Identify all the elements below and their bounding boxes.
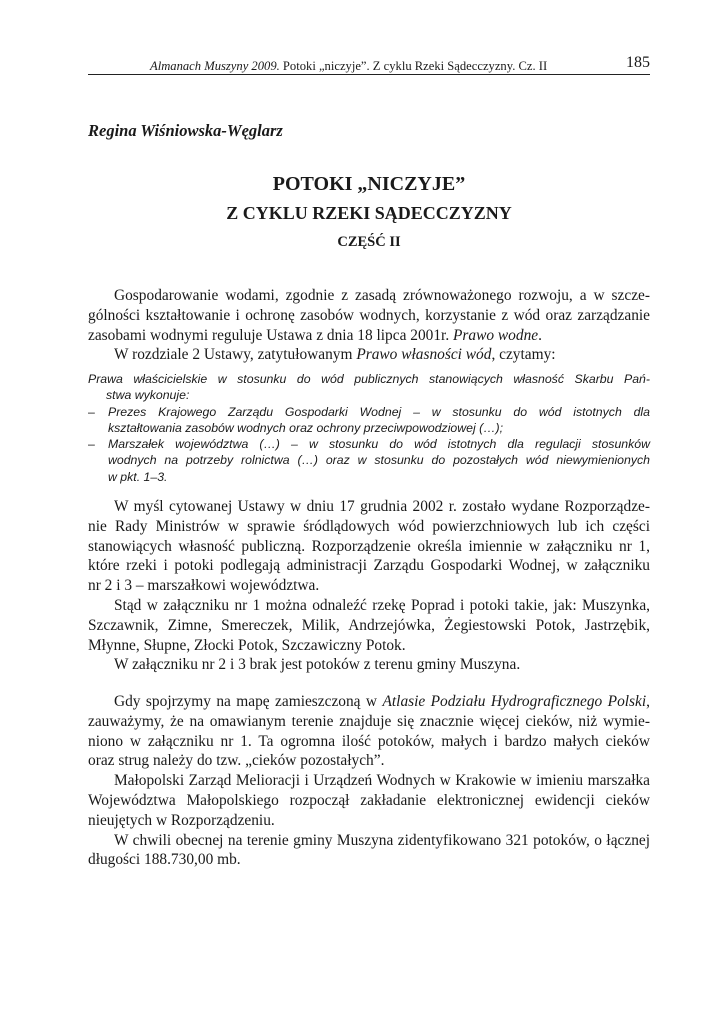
paragraph-line: Młynne, Słupne, Złocki Potok, Szczawiczny Potok. <box>88 636 406 654</box>
header-rule <box>88 74 650 75</box>
quote-list-item <box>88 404 650 437</box>
quote-line: Prawa właścicielskie w stosunku do wód publicznych stanowiących własność Skarbu Pań- <box>88 372 650 386</box>
paragraph-line: nieujętych w Rozporządzeniu. <box>88 811 275 829</box>
paragraph-line: oraz strug należy do tzw. „cieków pozostałych”. <box>88 752 385 770</box>
article-short-title: Potoki „niczyje”. Z cyklu Rzeki Sądecczyzny. Cz. II <box>282 59 548 73</box>
paragraph-line: gólności kształtowanie i ochronę zasobów wodnych, korzystanie z wód oraz zarządzanie <box>88 306 650 324</box>
paragraph-line: W chwili obecnej na terenie gminy Muszyna zidentyfikowano 321 potoków, o łącznej <box>114 831 650 849</box>
quote-line: wodnych na potrzeby rolnictwa (…) oraz w stosunku do pozostałych wód niewymienionych <box>108 453 650 468</box>
article-title: POTOKI „NICZYJE” <box>272 173 466 195</box>
paragraph-line: nr 2 i 3 – marszałkowi województwa. <box>88 577 320 595</box>
article-part: CZĘŚĆ II <box>337 234 401 250</box>
paragraph-line: nie Rady Ministrów w sprawie śródlądowych wód powierzchniowych lub ich części <box>88 517 650 535</box>
quote-line: Marszałek województwa (…) – w stosunku do wód istotnych dla regulacji stosunków <box>108 437 650 452</box>
paragraph-line: Województwa Małopolskiego rozpoczął zakładanie elektronicznej ewidencji cieków <box>88 791 650 809</box>
paragraph-line: które rzeki i potoki podlegają administracji Zarządu Gospodarki Wodnej, w załączniku <box>88 557 650 575</box>
paragraph-line: Stąd w załączniku nr 1 można odnaleźć rzekę Poprad i potoki takie, jak: Muszynka, <box>114 596 650 614</box>
italic-reference: Prawo własności wód <box>356 346 492 364</box>
paragraph-line: Gospodarowanie wodami, zgodnie z zasadą zrównoważonego rozwoju, a w szcze- <box>114 287 650 304</box>
journal-name: Almanach Muszyny 2009. <box>150 59 280 73</box>
italic-reference: Atlasie Podziału Hydrograficznego Polski <box>382 693 647 710</box>
author-name: Regina Wiśniowska-Węglarz <box>88 121 283 140</box>
quote-line: stwa wykonuje: <box>106 388 190 403</box>
italic-reference: Prawo wodne <box>453 326 539 344</box>
paragraph-line: niono w załączniku nr 1. Ta ogromna ilość potoków, małych i bardzo małych cieków <box>88 732 650 750</box>
dash-bullet: – <box>88 404 95 419</box>
paragraph-line: Małopolski Zarząd Melioracji i Urządzeń Wodnych w Krakowie w imieniu marszałka <box>114 772 650 790</box>
article-subtitle: Z CYKLU RZEKI SĄDECCZYZNY <box>226 203 512 223</box>
paragraph-line: Gdy spojrzymy na mapę zamieszczoną w Atlasie Podziału Hydrograficznego Polski, <box>114 693 650 710</box>
running-header-text <box>150 59 547 74</box>
quote-line: Prezes Krajowego Zarządu Gospodarki Wodnej – w stosunku do wód istotnych dla <box>108 404 650 419</box>
dash-bullet: – <box>88 437 95 452</box>
quote-list-item <box>88 436 650 485</box>
paragraph-line: Szczawnik, Zimne, Smereczek, Milik, Andrzejówka, Żegiestowski Potok, Jastrzębik, <box>88 616 650 634</box>
running-header <box>88 53 650 75</box>
paragraph-line: W myśl cytowanej Ustawy w dniu 17 grudnia 2002 r. zostało wydane Rozporządze- <box>114 498 650 515</box>
legal-quote <box>88 371 650 485</box>
page-number: 185 <box>626 54 650 71</box>
paragraph-line: W załączniku nr 2 i 3 brak jest potoków z terenu gminy Muszyna. <box>114 656 521 674</box>
quote-line: kształtowania zasobów wodnych oraz ochrony przeciwpowodziowej (…); <box>108 420 504 435</box>
section-map <box>88 692 650 870</box>
paragraph-line: długości 188.730,00 mb. <box>88 851 241 869</box>
section-intro <box>88 286 650 365</box>
paragraph-line: zauważymy, że na omawianym terenie znajduje się znacznie więcej cieków, niż wymie- <box>88 712 650 730</box>
paragraph-line: zasobami wodnymi reguluje Ustawa z dnia 18 lipca 2001r. Prawo wodne. <box>88 326 542 344</box>
paragraph-line: W rozdziale 2 Ustawy, zatytułowanym Prawo własności wód, czytamy: <box>114 346 556 364</box>
quote-line: w pkt. 1–3. <box>108 469 168 484</box>
section-regulation <box>88 497 650 675</box>
paragraph-line: stanowiących własność publiczną. Rozporządzenie określa imiennie w załączniku nr 1, <box>88 537 650 555</box>
